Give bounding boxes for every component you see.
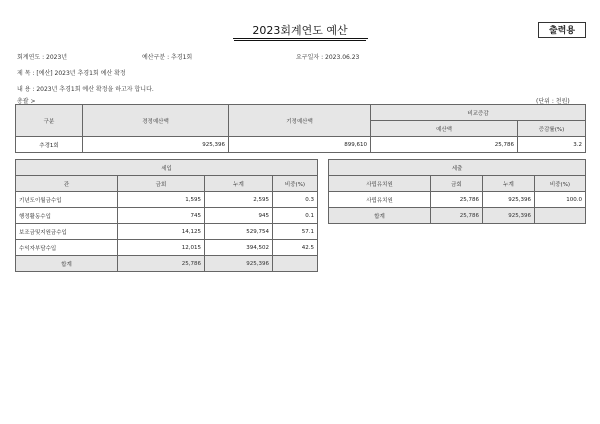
cell-final-budget: 925,396 — [83, 137, 229, 153]
header-budget-amount: 예산액 — [371, 121, 518, 137]
table-row — [16, 240, 318, 256]
revenue-total-cumulative: 925,396 — [205, 256, 273, 272]
revenue-item: 기년도이월금수입 — [16, 192, 118, 208]
title-underline — [233, 38, 368, 39]
expense-total-label: 합계 — [329, 208, 431, 224]
revenue-cumulative: 394,502 — [205, 240, 273, 256]
table-row — [329, 192, 586, 208]
header-compare: 비교증감 — [371, 105, 586, 121]
revenue-item: 행정활동수입 — [16, 208, 118, 224]
expense-header-ratio: 비중(%) — [535, 176, 586, 192]
print-button[interactable]: 출력용 — [538, 22, 586, 38]
budget-type: 예산구분 : 추경1회 — [142, 54, 193, 61]
revenue-ratio: 0.3 — [273, 192, 318, 208]
revenue-item: 수익자부담수입 — [16, 240, 118, 256]
revenue-cumulative: 529,754 — [205, 224, 273, 240]
revenue-total-current: 25,786 — [118, 256, 205, 272]
expense-total-current: 25,786 — [431, 208, 483, 224]
expense-total-cumulative: 925,396 — [483, 208, 535, 224]
revenue-current: 14,125 — [118, 224, 205, 240]
expense-header-cumulative: 누계 — [483, 176, 535, 192]
revenue-ratio: 42.5 — [273, 240, 318, 256]
revenue-header-cumulative: 누계 — [205, 176, 273, 192]
revenue-header-item: 관 — [16, 176, 118, 192]
revenue-ratio: 57.1 — [273, 224, 318, 240]
expense-total-ratio — [535, 208, 586, 224]
table-row — [16, 192, 318, 208]
revenue-item: 보조금및지원금수입 — [16, 224, 118, 240]
table-row — [16, 137, 586, 153]
cell-budget-amount: 25,786 — [371, 137, 518, 153]
summary-table — [15, 104, 586, 153]
revenue-current: 745 — [118, 208, 205, 224]
expense-header-current: 금회 — [431, 176, 483, 192]
header-existing-budget: 기정예산액 — [229, 105, 371, 137]
header-type: 구분 — [16, 105, 83, 137]
cell-existing-budget: 899,610 — [229, 137, 371, 153]
fiscal-year: 회계연도 : 2023년 — [17, 54, 68, 61]
expense-current: 25,786 — [431, 192, 483, 208]
expense-item: 사립유치원 — [329, 192, 431, 208]
unit-label: (단위 : 천원) — [536, 98, 570, 105]
content: 내 용 : 2023년 추경1회 예산 확정을 하고자 합니다. — [17, 86, 154, 93]
revenue-total-ratio — [273, 256, 318, 272]
expense-title: 세출 — [329, 160, 586, 176]
header-rate: 증감률(%) — [518, 121, 586, 137]
header-final-budget: 경정예산액 — [83, 105, 229, 137]
revenue-cumulative: 2,595 — [205, 192, 273, 208]
section-label: 총괄 > — [17, 98, 36, 105]
table-row — [16, 208, 318, 224]
revenue-current: 12,015 — [118, 240, 205, 256]
revenue-header-current: 금회 — [118, 176, 205, 192]
expense-ratio: 100.0 — [535, 192, 586, 208]
table-total-row — [329, 208, 586, 224]
revenue-total-label: 합계 — [16, 256, 118, 272]
subject: 제 목 : [예산] 2023년 추경1회 예산 확정 — [17, 70, 126, 77]
expense-table — [328, 159, 586, 224]
cell-rate: 3.2 — [518, 137, 586, 153]
table-total-row — [16, 256, 318, 272]
revenue-title: 세입 — [16, 160, 318, 176]
revenue-header-ratio: 비중(%) — [273, 176, 318, 192]
request-date: 요구일자 : 2023.06.23 — [296, 54, 360, 61]
cell-type: 추경1회 — [16, 137, 83, 153]
revenue-current: 1,595 — [118, 192, 205, 208]
page-title: 2023회계연도 예산 — [0, 22, 600, 41]
revenue-cumulative: 945 — [205, 208, 273, 224]
table-row — [16, 224, 318, 240]
revenue-table — [15, 159, 318, 272]
expense-header-item: 사립유치원 — [329, 176, 431, 192]
expense-cumulative: 925,396 — [483, 192, 535, 208]
revenue-ratio: 0.1 — [273, 208, 318, 224]
